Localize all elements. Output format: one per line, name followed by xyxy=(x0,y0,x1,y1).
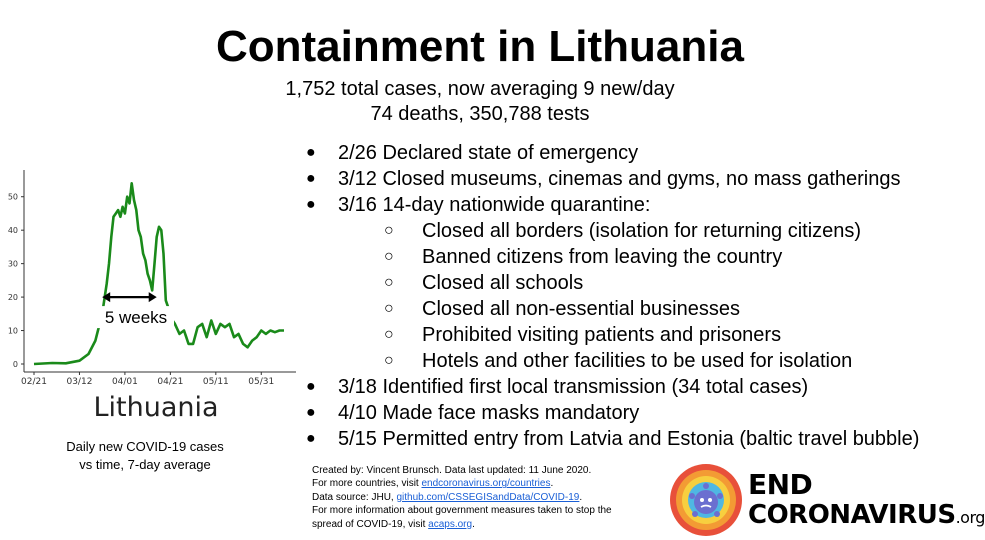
chart-series xyxy=(34,183,284,364)
page-title: Containment in Lithuania xyxy=(216,22,744,71)
acaps-link[interactable]: acaps.org xyxy=(428,518,473,530)
hollow-bullet-icon: ○ xyxy=(384,222,394,239)
bullet-icon: ● xyxy=(306,430,316,447)
summary-cases: 1,752 total cases, now averaging 9 new/day xyxy=(285,78,675,100)
measure-subitem xyxy=(304,270,919,296)
measure-text: 4/10 Made face masks mandatory xyxy=(338,402,640,424)
measure-item xyxy=(304,140,919,166)
hollow-bullet-icon: ○ xyxy=(384,300,394,317)
logo-coronavirus: CORONAVIRUS xyxy=(748,500,956,530)
measure-text: Closed all borders (isolation for returning citizens) xyxy=(422,220,862,242)
chart-title: Lithuania xyxy=(93,392,219,423)
logo-wordmark xyxy=(748,470,985,530)
chart-caption xyxy=(30,438,260,474)
credits xyxy=(312,464,612,531)
credits-countries-end: . xyxy=(550,478,554,490)
credits-author: Created by: Vincent Brunsch. Data last updated: 11 June 2020. xyxy=(312,465,592,476)
logo-org: .org xyxy=(955,508,985,527)
summary-deaths-tests: 74 deaths, 350,788 tests xyxy=(370,103,590,125)
hollow-bullet-icon: ○ xyxy=(384,248,394,265)
measure-text: Closed all non-essential businesses xyxy=(422,298,740,320)
credits-acaps xyxy=(312,518,612,531)
bullet-icon: ● xyxy=(306,404,316,421)
credits-countries xyxy=(312,477,612,490)
bullet-icon: ● xyxy=(306,170,316,187)
x-tick-label: 05/31 xyxy=(248,377,275,387)
cases-chart xyxy=(0,140,300,440)
measure-text: Banned citizens from leaving the country xyxy=(422,246,783,268)
measure-text: 3/18 Identified first local transmission (34 total cases) xyxy=(338,376,809,398)
measure-item xyxy=(304,426,919,452)
bullet-icon: ● xyxy=(306,378,316,395)
bullet-icon: ● xyxy=(306,144,316,161)
x-tick-label: 02/21 xyxy=(21,377,47,387)
jhu-data-link[interactable]: github.com/CSSEGISandData/COVID-19 xyxy=(396,491,580,503)
hollow-bullet-icon: ○ xyxy=(384,352,394,369)
countries-link[interactable]: endcoronavirus.org/countries xyxy=(421,478,551,490)
measure-subitem xyxy=(304,322,919,348)
credits-source-text: Data source: JHU, xyxy=(312,491,397,503)
measure-text: Prohibited visiting patients and prisoners xyxy=(422,324,782,346)
credits-info: For more information about government measures taken to stop the xyxy=(312,505,612,517)
x-tick-label: 04/01 xyxy=(111,377,138,387)
measure-text: 2/26 Declared state of emergency xyxy=(338,142,639,164)
series-line xyxy=(34,183,284,364)
chart-annotation xyxy=(96,292,174,328)
measure-item xyxy=(304,400,919,426)
x-tick-label: 05/11 xyxy=(202,377,229,387)
arrow-right-icon xyxy=(149,292,157,302)
annotation-label: 5 weeks xyxy=(104,308,168,328)
hollow-bullet-icon: ○ xyxy=(384,326,394,343)
measure-text: Hotels and other facilities to be used for isolation xyxy=(422,350,853,372)
bullet-icon: ● xyxy=(306,196,316,213)
measure-item xyxy=(304,374,919,400)
caption-line-1: Daily new COVID-19 cases xyxy=(66,439,224,454)
measure-subitem xyxy=(304,296,919,322)
chart-axes xyxy=(8,170,296,387)
y-tick-label: 30 xyxy=(7,259,18,269)
y-tick-label: 40 xyxy=(7,226,18,236)
y-tick-label: 10 xyxy=(7,326,18,336)
measure-item xyxy=(304,166,919,192)
measures-list xyxy=(304,140,919,452)
y-tick-label: 50 xyxy=(7,192,18,202)
measure-text: Closed all schools xyxy=(422,272,584,294)
y-tick-label: 0 xyxy=(12,360,18,369)
measure-subitem xyxy=(304,244,919,270)
logo-end: END xyxy=(748,468,813,501)
caption-line-2: vs time, 7-day average xyxy=(79,457,211,472)
credits-countries-text: For more countries, visit xyxy=(312,478,422,490)
measure-subitem xyxy=(304,218,919,244)
credits-source-end: . xyxy=(579,491,583,503)
credits-acaps-end: . xyxy=(472,518,475,530)
virus-logo-icon xyxy=(668,462,744,538)
measure-text: 5/15 Permitted entry from Latvia and Estonia (baltic travel bubble) xyxy=(338,428,920,450)
y-tick-label: 20 xyxy=(7,293,18,303)
measure-subitem xyxy=(304,348,919,374)
x-tick-label: 03/12 xyxy=(66,377,93,387)
measure-text: 3/16 14-day nationwide quarantine: xyxy=(338,194,651,216)
measure-item xyxy=(304,192,919,218)
measure-text: 3/12 Closed museums, cinemas and gyms, no mass gatherings xyxy=(338,168,901,190)
x-tick-label: 04/21 xyxy=(157,377,184,387)
credits-source xyxy=(312,491,612,504)
hollow-bullet-icon: ○ xyxy=(384,274,394,291)
credits-acaps-text: spread of COVID-19, visit xyxy=(312,518,429,530)
